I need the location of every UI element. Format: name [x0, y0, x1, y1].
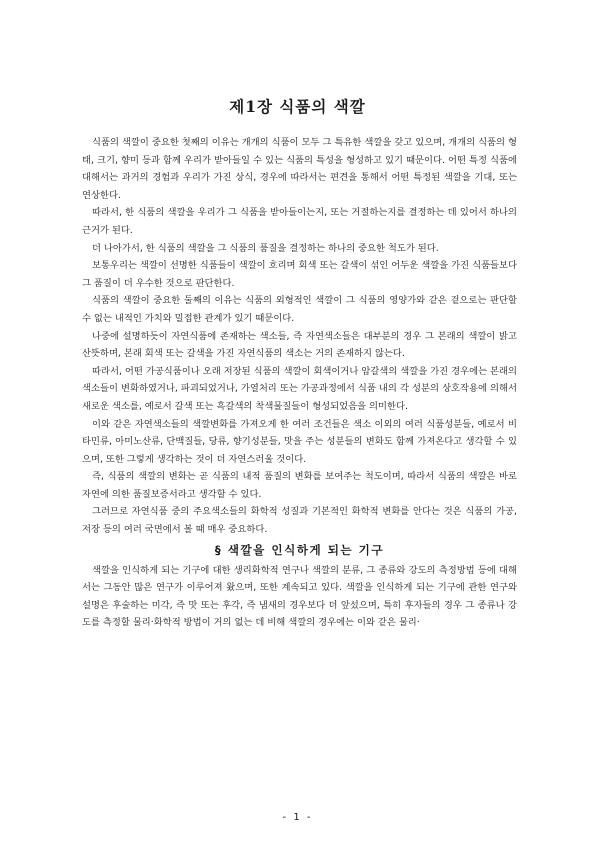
paragraph: 그러므로 자연식품 중의 주요색소들의 화학적 성질과 기본적인 화학적 변화를 안다는 것은 식품의 가공, 저장 등의 여러 국면에서 볼 때 매우 중요하다.: [82, 506, 517, 536]
paragraph: 따라서, 어떤 가공식품이나 오래 저장된 식품의 색깔이 회색이거나 암갈색의 색깔을 가진 경우에는 본래의 색소들이 변화하였거나, 파괴되었거나, 가열처리 또는 가공과정에서 식품 내의 각 성분의 상호작용에 의해서 새로운 색소를, 예로서 갈색 또는 흑갈색의 착색물질들이 형성되었음을 의미한다.: [82, 365, 517, 412]
paragraph: 색깔을 인식하게 되는 기구에 대한 생리화학적 연구나 색깔의 분류, 그 종류와 강도의 측정방법 등에 대해서는 그동안 많은 연구가 이루어져 왔으며, 또한 계속되고 있다. 색깔을 인식하게 되는 기구에 관한 연구와 설명은 후술하는 미각, 즉 맛 또는 후각, 즉 냄새의 경우보다 더 앞섰으며, 특히 후자들의 경우 그 종류나 강도를 측정할 물리·화학적 방법이 거의 없는 데 비해 색깔의 경우에는 이와 같은 물리·: [82, 564, 517, 629]
paragraph: 이와 같은 자연색소들의 색깔변화를 가져오게 한 여러 조건들은 색소 이외의 여러 식품성분들, 예로서 비타민류, 아미노산류, 단백질들, 당류, 향기성분들, 맛을 주는 성분들의 변화도 함께 가져온다고 생각할 수 있으며, 또한 그렇게 생각하는 것이 더 자연스러울 것이다.: [82, 418, 517, 465]
page-number: - 1 -: [282, 812, 313, 823]
paragraph: 보통우리는 색깔이 선명한 식품들이 색깔이 흐리며 회색 또는 갈색이 섞인 어두운 색깔을 가진 식품들보다 그 품질이 더 우수한 것으로 판단한다.: [82, 260, 517, 289]
document-body: [82, 134, 517, 632]
paragraph: 식품의 색깔이 중요한 둘째의 이유는 식품의 외형적인 색깔이 그 식품의 영양가와 같은 겉으로는 판단할 수 없는 내적인 가치와 밀접한 관계가 있기 때문이다.: [82, 295, 517, 324]
paragraph: 더 나아가서, 한 식품의 색깔을 그 식품의 품질을 결정하는 하나의 중요한 척도가 된다.: [92, 242, 439, 254]
paragraph: 나중에 설명하듯이 자연식품에 존재하는 색소들, 즉 자연색소들은 대부분의 경우 그 본래의 색깔이 밝고 산뜻하며, 본래 회색 또는 갈색을 가진 자연식품의 색소는 거의 존재하지 않는다.: [82, 330, 517, 360]
section-heading: § 색깔을 인식하게 되는 기구: [214, 542, 385, 557]
paragraph: 따라서, 한 식품의 색깔을 우리가 그 식품을 받아들이는지, 또는 거절하는지를 결정하는 데 있어서 하나의 근거가 된다.: [82, 207, 517, 236]
paragraph: 즉, 식품의 색깔의 변화는 곧 식품의 내적 품질의 변화를 보여주는 척도이며, 따라서 식품의 색깔은 바로 자연에 의한 품질보증서라고 생각할 수 있다.: [82, 471, 517, 500]
paragraph: 식품의 색깔이 중요한 첫째의 이유는 개개의 식품이 모두 그 특유한 색깔을 갖고 있으며, 개개의 식품의 형태, 크기, 향미 등과 함께 우리가 받아들일 수 있는 식품의 특성을 형성하고 있기 때문이다. 어떤 특정 식품에 대해서는 과거의 경험과 우리가 가진 상식, 경우에 따라서는 편견을 통해서 어떤 특정된 색깔을 기대, 또는 연상한다.: [82, 137, 517, 201]
chapter-title: 제1장 식품의 색깔: [229, 97, 366, 116]
